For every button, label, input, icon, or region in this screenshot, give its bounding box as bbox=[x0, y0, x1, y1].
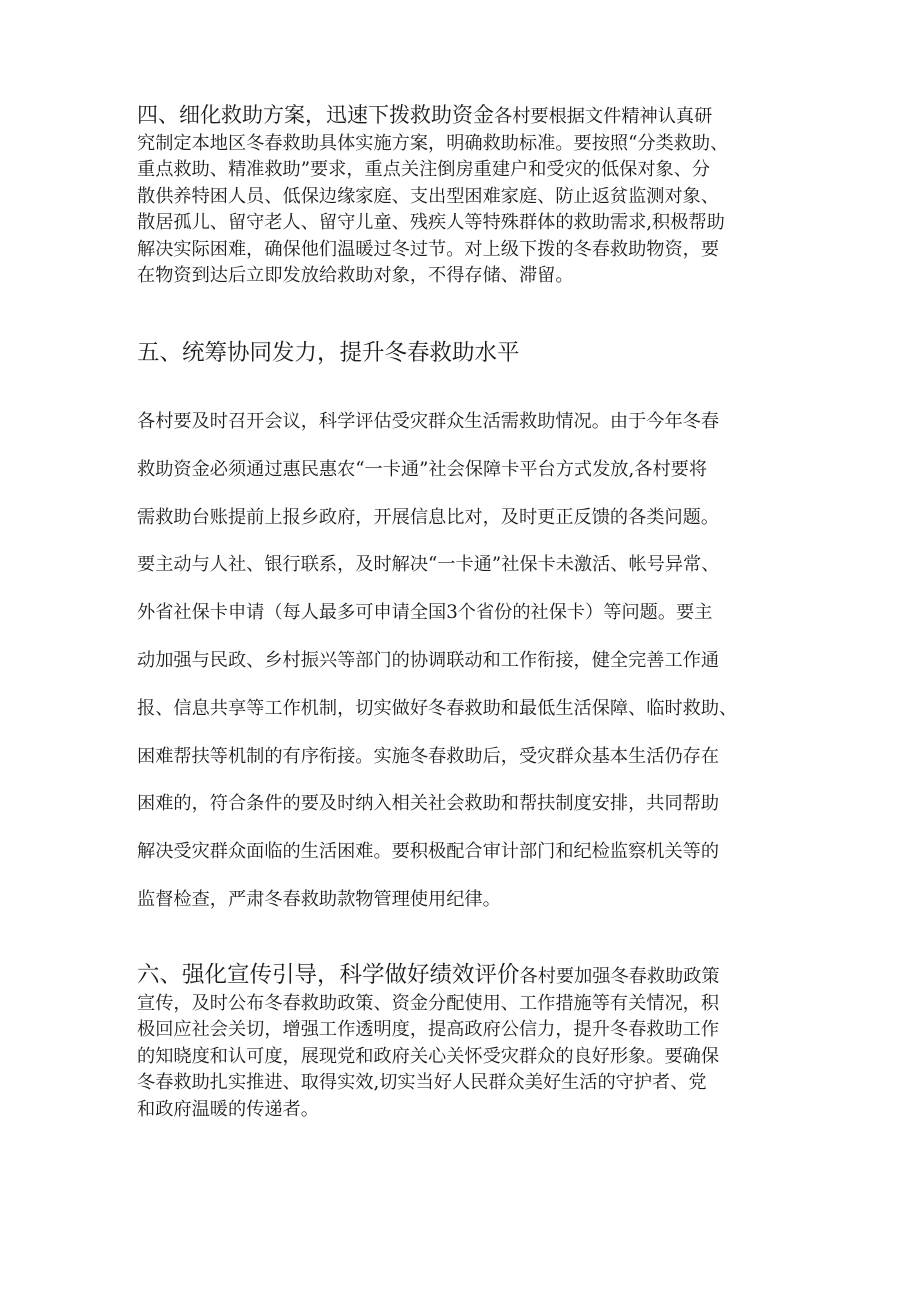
section-6-heading: 六、强化宣传引导，科学做好绩效评价 bbox=[137, 962, 520, 988]
section-4-body bbox=[137, 102, 787, 290]
section-4 bbox=[137, 102, 787, 290]
section-6-line: 的知晓度和认可度，展现党和政府关心关怀受灾群众的良好形象。要确保 bbox=[137, 1045, 720, 1067]
section-5-line: 报、信息共享等工作机制，切实做好冬春救助和最低生活保障、临时救助、 bbox=[137, 697, 738, 719]
section-6-body bbox=[137, 962, 787, 1123]
section-4-line: 解决实际困难，确保他们温暖过冬过节。对上级下拨的冬春救助物资，要 bbox=[137, 238, 720, 260]
section-4-line: 散供养特困人员、低保边缘家庭、支出型困难家庭、防止返贫监测对象、 bbox=[137, 185, 720, 207]
section-4-line bbox=[137, 102, 787, 131]
section-6-line bbox=[137, 962, 787, 991]
section-4-line: 重点救助、精准救助”要求，重点关注倒房重建户和受灾的低保对象、分 bbox=[137, 159, 711, 180]
section-5-line: 解决受灾群众面临的生活困难。要积极配合审计部门和纪检监察机关等的 bbox=[137, 841, 720, 863]
section-5-line: 外省社保卡申请（每人最多可申请全国3个省份的社保卡）等问题。要主 bbox=[137, 602, 713, 624]
section-5-body bbox=[137, 398, 787, 924]
section-4-line: 散居孤儿、留守老人、留守儿童、残疾人等特殊群体的救助需求,积极帮助 bbox=[137, 212, 725, 233]
section-6-line: 和政府温暖的传递者。 bbox=[137, 1098, 319, 1120]
section-5-line: 救助资金必须通过惠民惠农“一卡通”社会保障卡平台方式发放,各村要将 bbox=[137, 458, 708, 480]
section-5 bbox=[137, 398, 787, 924]
section-5-line: 需救助台账提前上报乡政府，开展信息比对，及时更正反馈的各类问题。 bbox=[137, 506, 720, 528]
section-4-line: 在物资到达后立即发放给救助对象，不得存储、滞留。 bbox=[137, 265, 574, 286]
section-5-line: 动加强与民政、乡村振兴等部门的协调联动和工作衔接，健全完善工作通 bbox=[137, 649, 720, 671]
section-4-line-text: 各村要根据文件精神认真研 bbox=[494, 106, 713, 127]
section-4-heading: 四、细化救助方案，迅速下拨救助资金 bbox=[137, 103, 494, 127]
section-6-line-text: 各村要加强冬春救助政策 bbox=[519, 966, 720, 987]
section-5-heading: 五、统筹协同发力，提升冬春救助水平 bbox=[137, 340, 520, 366]
section-6-line: 宣传，及时公布冬春救助政策、资金分配使用、工作措施等有关情况，积 bbox=[137, 992, 720, 1014]
section-4-line: 究制定本地区冬春救助具体实施方案，明确救助标准。要按照“分类救助、 bbox=[137, 132, 729, 154]
section-6 bbox=[137, 962, 787, 1123]
section-6-line: 冬春救助扎实推进、取得实效,切实当好人民群众美好生活的守护者、党 bbox=[137, 1072, 707, 1093]
section-5-line: 困难帮扶等机制的有序衔接。实施冬春救助后，受灾群众基本生活仍存在 bbox=[137, 745, 720, 767]
section-5-line: 监督检查，严肃冬春救助款物管理使用纪律。 bbox=[137, 888, 501, 910]
section-5-line: 困难的，符合条件的要及时纳入相关社会救助和帮扶制度安排，共同帮助 bbox=[137, 793, 720, 815]
section-5-line: 要主动与人社、银行联系，及时解决“一卡通”社保卡未激活、帐号异常、 bbox=[137, 554, 720, 576]
section-6-line: 极回应社会关切，增强工作透明度，提高政府公信力，提升冬春救助工作 bbox=[137, 1019, 720, 1040]
section-5-line: 各村要及时召开会议，科学评估受灾群众生活需救助情况。由于今年冬春 bbox=[137, 411, 720, 432]
